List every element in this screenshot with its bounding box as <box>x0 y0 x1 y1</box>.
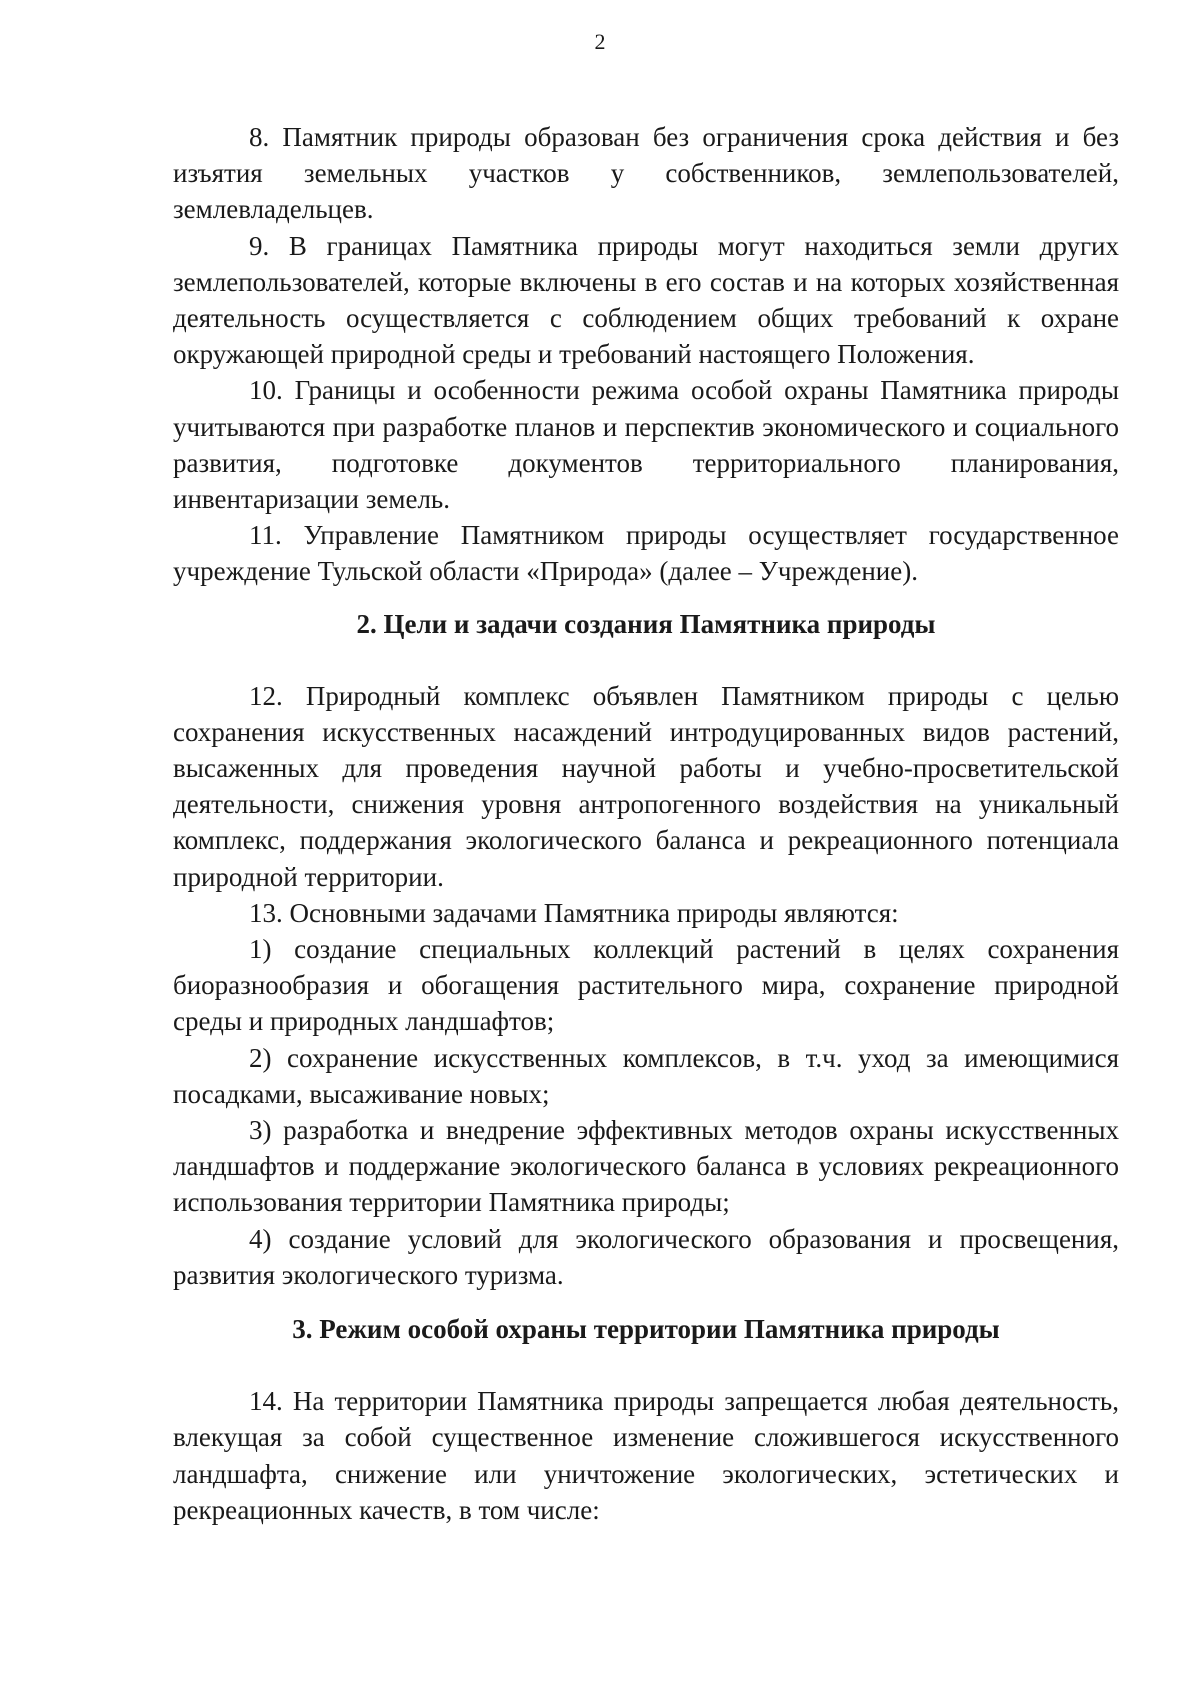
section-heading-protection-regime: 3. Режим особой охраны территории Памятника природы <box>292 1314 1000 1345</box>
paragraph-8: 8. Памятник природы образован без ограничения срока действия и без изъятия земельных участков у собственников, землепользователей, землевладельцев. <box>173 122 1119 225</box>
document-body <box>173 119 1119 1528</box>
paragraph-12: 12. Природный комплекс объявлен Памятником природы с целью сохранения искусственных насаждений интродуцированных видов растений, высаженных для проведения научной работы и учебно-просветительской деятельности, снижения уровня антропогенного воздействия на уникальный комплекс, поддержания экологического баланса и рекреационного потенциала природной территории. <box>173 680 1119 892</box>
paragraph-11: 11. Управление Памятником природы осуществляет государственное учреждение Тульской области «Природа» (далее – Учреждение). <box>173 520 1119 587</box>
paragraph-9: 9. В границах Памятника природы могут находиться земли других землепользователей, которые включены в его состав и на которых хозяйственная деятельность осуществляется с соблюдением общих требований к охране окружающей природной среды и требований настоящего Положения. <box>173 230 1119 370</box>
section-heading-goals: 2. Цели и задачи создания Памятника природы <box>356 608 936 639</box>
task-item-2: 2) сохранение искусственных комплексов, в т.ч. уход за имеющимися посадками, высаживание новых; <box>173 1042 1119 1109</box>
task-item-3: 3) разработка и внедрение эффективных методов охраны искусственных ландшафтов и поддержание экологического баланса в условиях рекреационного использования территории Памятника природы; <box>173 1115 1119 1218</box>
task-item-4: 4) создание условий для экологического образования и просвещения, развития экологического туризма. <box>173 1223 1119 1290</box>
task-item-1: 1) создание специальных коллекций растений в целях сохранения биоразнообразия и обогащения растительного мира, сохранение природной среды и природных ландшафтов; <box>173 934 1119 1037</box>
paragraph-10: 10. Границы и особенности режима особой охраны Памятника природы учитываются при разработке планов и перспектив экономического и социального развития, подготовке документов территориального планирования, инвентаризации земель. <box>173 375 1119 515</box>
paragraph-14: 14. На территории Памятника природы запрещается любая деятельность, влекущая за собой существенное изменение сложившегося искусственного ландшафта, снижение или уничтожение экологических, эстетических и рекреационных качеств, в том числе: <box>173 1386 1119 1525</box>
paragraph-13: 13. Основными задачами Памятника природы являются: <box>249 897 899 928</box>
page-number: 2 <box>594 29 606 54</box>
